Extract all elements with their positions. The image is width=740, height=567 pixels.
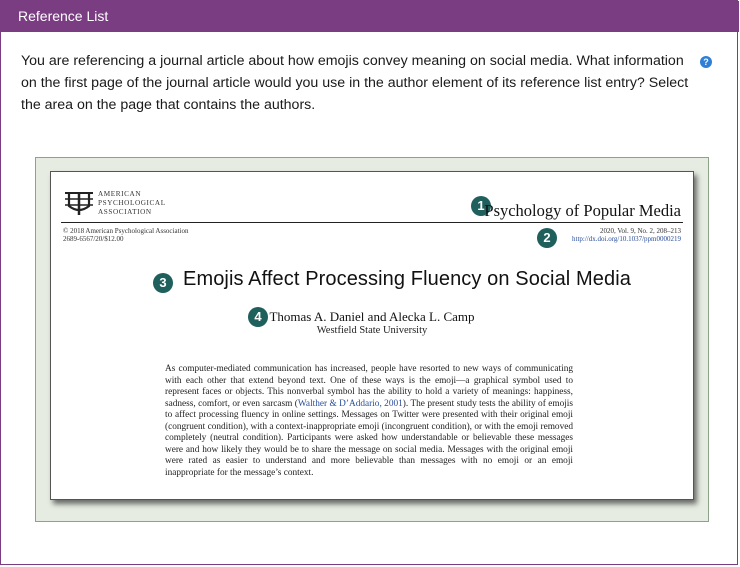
publisher-line: ASSOCIATION	[98, 208, 152, 216]
apa-logo-icon	[63, 188, 95, 216]
help-icon[interactable]: ?	[700, 56, 712, 68]
authors-area[interactable]: Thomas A. Daniel and Alecka L. Camp	[269, 309, 475, 324]
journal-title-area[interactable]: Psychology of Popular Media	[484, 201, 681, 220]
header-rule	[61, 222, 683, 223]
publication-info-area[interactable]	[572, 227, 681, 243]
question-text: You are referencing a journal article about how emojis convey meaning on social media. What information on the first page of the journal article would you use in the author element of its reference list entry? Select the area on the page that contains the authors.	[21, 53, 689, 113]
abstract-text	[165, 364, 573, 479]
badge-1: 1	[471, 196, 491, 216]
volume-line: 2020, Vol. 9, No. 2, 208–213	[599, 227, 681, 235]
article-title-area[interactable]: Emojis Affect Processing Fluency on Social Media	[183, 268, 631, 290]
affiliation: Westfield State University	[316, 325, 428, 336]
issn-line: 2689-6567/20/$12.00	[63, 235, 124, 243]
abstract-part: ). The present study tests the ability of emojis to affect processing fluency in online settings. Messages on Twitter were presented with their original emoji (congruent condition), with a context-inappropriate emoji (incongruent condition), or with the emoji removed completely (neutral condition). Participants were asked how understandable or believable these messages were and how likely they would be to share the message on social media. Messages with the original emoji were rated as easier to understand and more believable than messages with no emoji or an emoji inappropriate for the message’s context.	[165, 398, 573, 478]
journal-first-page	[50, 171, 694, 500]
badge-2: 2	[537, 228, 557, 248]
badge-3: 3	[153, 273, 173, 293]
copyright-line: © 2018 American Psychological Association	[63, 227, 189, 235]
doi-link: http://dx.doi.org/10.1037/ppm0000219	[572, 235, 681, 243]
publisher-line: AMERICAN	[98, 190, 142, 198]
panel-header	[1, 1, 739, 32]
panel-title: Reference List	[18, 8, 109, 24]
abstract-part: As computer-mediated communication has increased, people have resorted to new ways of communicating with each other that extend beyond text. One of these ways is the emoji—a graphical symbol used to represent faces or objects. This nonverbal symbol has the ability to hold a variety of meanings: happiness, sadness, comfort, or even sarcasm (	[165, 364, 573, 409]
badge-4: 4	[248, 307, 268, 327]
citation-link: Walther & D’Addario, 2001	[297, 398, 403, 409]
hotspot-figure	[35, 157, 709, 522]
copyright-block	[63, 227, 188, 243]
publisher-line: PSYCHOLOGICAL	[98, 199, 166, 207]
publisher-name	[98, 190, 166, 217]
